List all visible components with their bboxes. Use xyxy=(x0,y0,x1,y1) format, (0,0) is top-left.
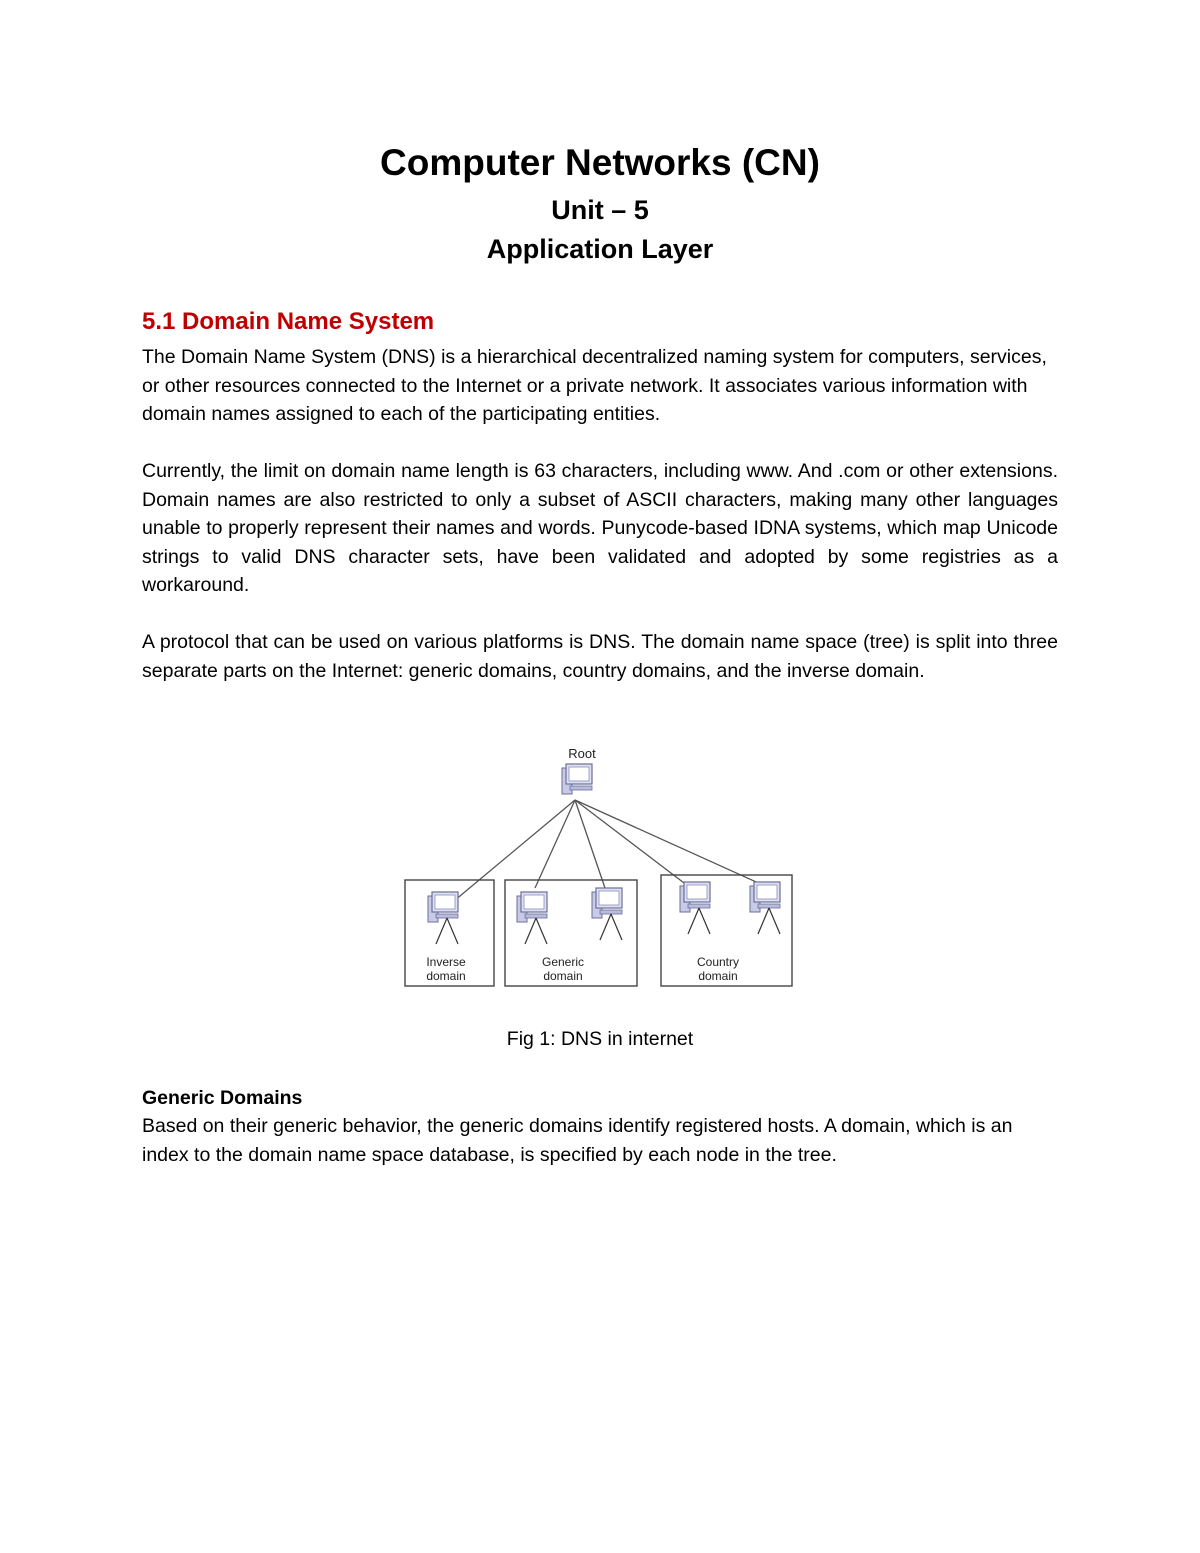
generic-computer-icon-2 xyxy=(592,888,622,940)
paragraph-generic-domains: Based on their generic behavior, the generic domains identify registered hosts. A domain, which is an index to the domain name space database, is specified by each node in the tree. xyxy=(142,1115,1013,1166)
generic-computer-icon-1 xyxy=(517,892,547,944)
generic-label-2: domain xyxy=(543,969,583,983)
inverse-label-1: Inverse xyxy=(426,955,466,969)
country-label-1: Country xyxy=(696,955,740,969)
inverse-label-2: domain xyxy=(426,969,466,983)
country-label-2: domain xyxy=(698,969,738,983)
figure-caption: Fig 1: DNS in internet xyxy=(506,1028,694,1050)
dns-tree-figure xyxy=(400,738,800,993)
generic-domains-heading: Generic Domains xyxy=(142,1087,303,1109)
section-heading: 5.1 Domain Name System xyxy=(142,308,435,335)
generic-label-1: Generic xyxy=(541,955,585,969)
paragraph-dns-protocol: A protocol that can be used on various platforms is DNS. The domain name space (tree) is split into three separate parts on the Internet: generic domains, country domains, and the inverse domain. xyxy=(142,631,1058,682)
paragraph-domain-length: Currently, the limit on domain name length is 63 characters, including www. And .com or other extensions. Domain names are also restricted to only a subset of ASCII characters, making many other languages unable to properly represent their names and words. Punycode-based IDNA systems, which map Unicode strings to valid DNS character sets, have been validated and adopted by some registries as a workaround. xyxy=(142,460,1058,597)
document-title: Computer Networks (CN) xyxy=(380,142,820,183)
root-label: Root xyxy=(568,746,596,761)
unit-label: Unit – 5 xyxy=(551,195,649,225)
document-subtitle: Application Layer xyxy=(486,234,714,264)
paragraph-dns-intro: The Domain Name System (DNS) is a hierarchical decentralized naming system for computers, services, or other resources connected to the Internet or a private network. It associates various information with domain names assigned to each of the participating entities. xyxy=(142,346,1047,426)
inverse-computer-icon xyxy=(428,892,458,944)
root-computer-icon xyxy=(562,764,592,794)
country-computer-icon-1 xyxy=(680,882,710,934)
country-computer-icon-2 xyxy=(750,882,780,934)
domain-computer-icons xyxy=(428,882,780,944)
